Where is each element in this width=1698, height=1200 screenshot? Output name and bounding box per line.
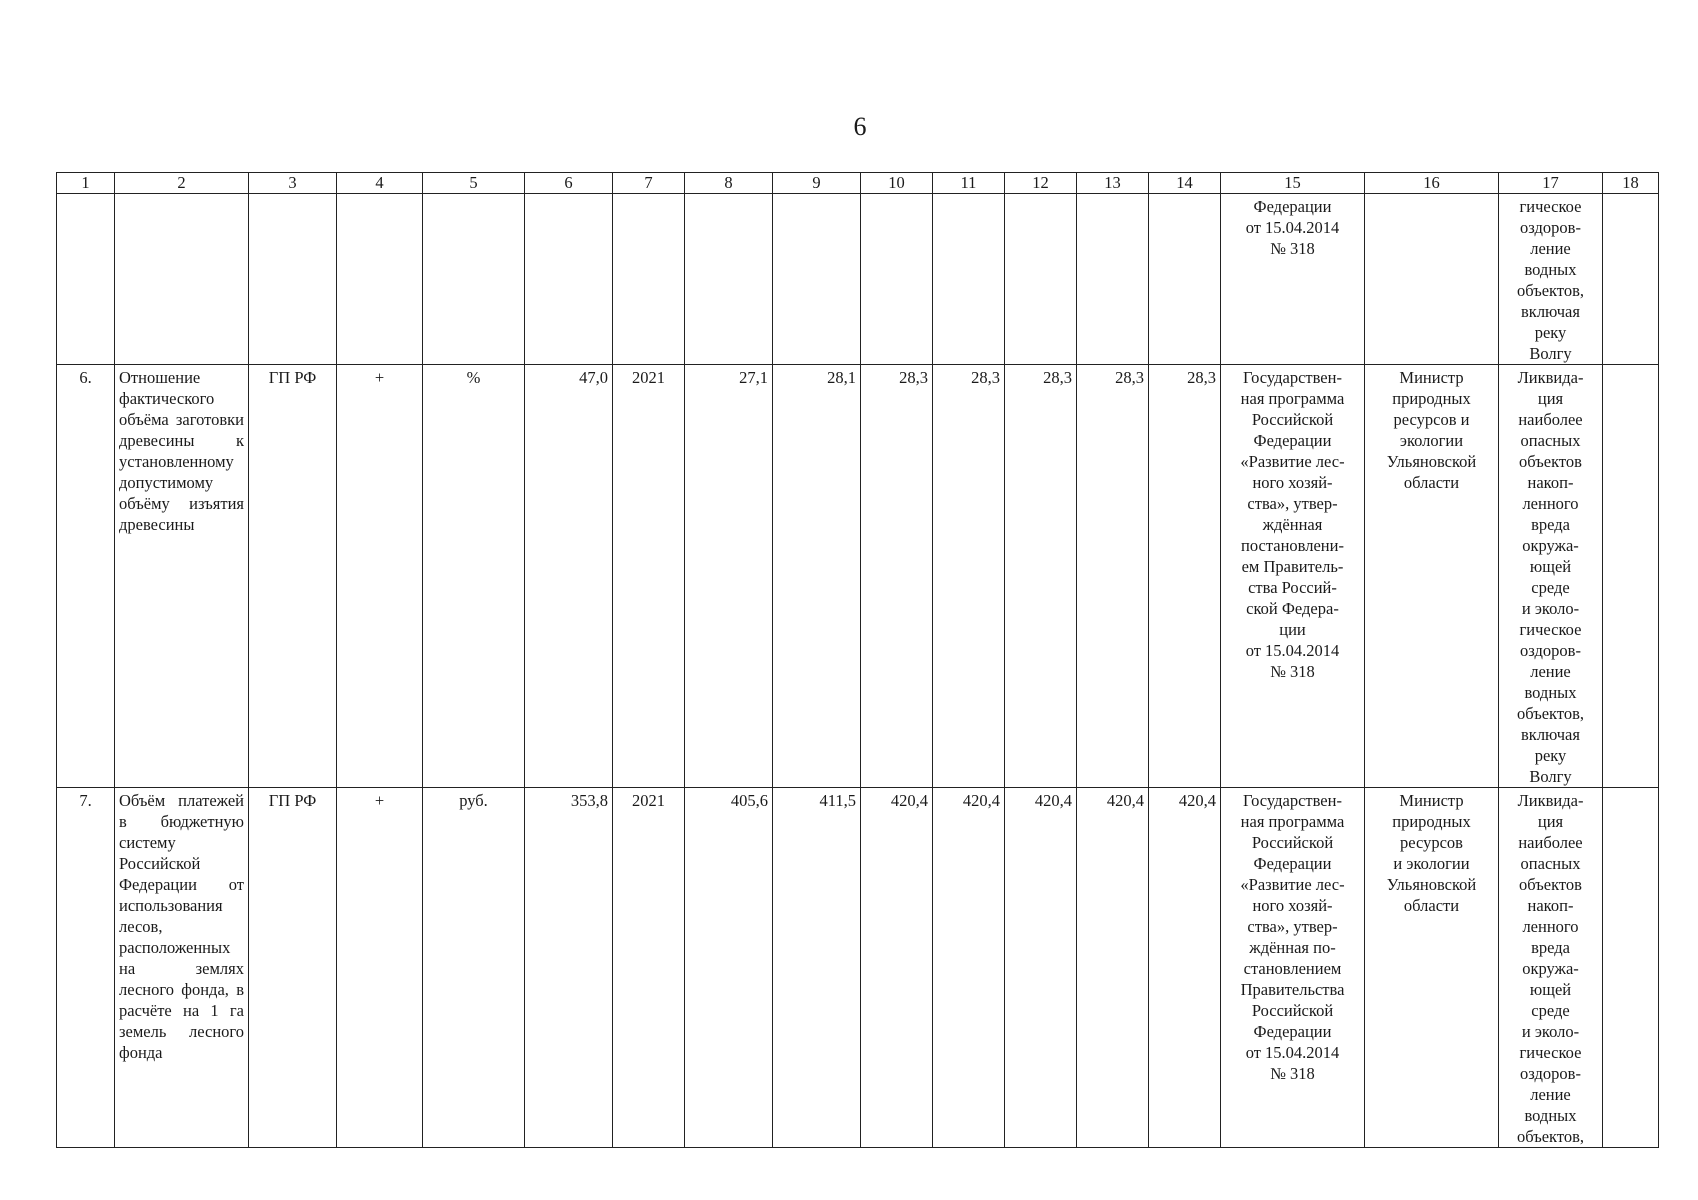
value-cell: 405,6 bbox=[685, 788, 773, 1148]
cell bbox=[1603, 194, 1659, 365]
responsible-cell: Министр природных ресурсов и экологии Ульяновской области bbox=[1365, 788, 1499, 1148]
cell bbox=[525, 194, 613, 365]
column-header: 10 bbox=[861, 173, 933, 194]
unit: руб. bbox=[423, 788, 525, 1148]
indicator-type: ГП РФ bbox=[249, 365, 337, 788]
value-cell: 28,3 bbox=[1005, 365, 1077, 788]
cell bbox=[861, 194, 933, 365]
column-header: 1 bbox=[57, 173, 115, 194]
value-cell: 420,4 bbox=[861, 788, 933, 1148]
table-row bbox=[57, 365, 1659, 788]
value-cell: 28,1 bbox=[773, 365, 861, 788]
project-cell: Ликвида- ция наиболее опасных объектов накоп- ленного вреда окружа- ющей среде и эколо- гическое оздоров- ление водных объектов, bbox=[1499, 788, 1603, 1148]
indicator-sign: + bbox=[337, 788, 423, 1148]
column-header: 3 bbox=[249, 173, 337, 194]
cell bbox=[1603, 365, 1659, 788]
cell bbox=[337, 194, 423, 365]
continuation-row bbox=[57, 194, 1659, 365]
cell bbox=[613, 194, 685, 365]
project-cell: Ликвида- ция наиболее опасных объектов накоп- ленного вреда окружа- ющей среде и эколо- гическое оздоров- ление водных объектов, включая реку Волгу bbox=[1499, 365, 1603, 788]
cell bbox=[249, 194, 337, 365]
value-cell: 420,4 bbox=[1005, 788, 1077, 1148]
column-header: 17 bbox=[1499, 173, 1603, 194]
column-header: 14 bbox=[1149, 173, 1221, 194]
cell bbox=[1365, 194, 1499, 365]
cell bbox=[773, 194, 861, 365]
indicator-sign: + bbox=[337, 365, 423, 788]
column-header: 13 bbox=[1077, 173, 1149, 194]
column-header: 11 bbox=[933, 173, 1005, 194]
indicators-table bbox=[56, 172, 1659, 1148]
column-number-row bbox=[57, 173, 1659, 194]
value-cell: 28,3 bbox=[1149, 365, 1221, 788]
cell bbox=[685, 194, 773, 365]
column-header: 5 bbox=[423, 173, 525, 194]
unit: % bbox=[423, 365, 525, 788]
column-header: 2 bbox=[115, 173, 249, 194]
value-cell: 420,4 bbox=[1077, 788, 1149, 1148]
value-cell: 420,4 bbox=[1149, 788, 1221, 1148]
column-header: 16 bbox=[1365, 173, 1499, 194]
project-cell: гическое оздоров- ление водных объектов, включая реку Волгу bbox=[1499, 194, 1603, 365]
cell bbox=[423, 194, 525, 365]
base-value: 47,0 bbox=[525, 365, 613, 788]
value-cell: 28,3 bbox=[861, 365, 933, 788]
column-header: 9 bbox=[773, 173, 861, 194]
value-cell: 28,3 bbox=[1077, 365, 1149, 788]
column-header: 7 bbox=[613, 173, 685, 194]
cell bbox=[115, 194, 249, 365]
legal-basis-cell: Государствен- ная программа Российской Федерации «Развитие лес- ного хозяй- ства», утвер- ждённая постановлени- ем Правитель- ства Россий- ской Федера- ции от 15.04.2014 № 318 bbox=[1221, 365, 1365, 788]
value-cell: 420,4 bbox=[933, 788, 1005, 1148]
column-header: 12 bbox=[1005, 173, 1077, 194]
cell bbox=[57, 194, 115, 365]
column-header: 4 bbox=[337, 173, 423, 194]
base-year: 2021 bbox=[613, 365, 685, 788]
legal-basis-cell: Государствен- ная программа Российской Федерации «Развитие лес- ного хозяй- ства», утвер- ждённая по- становлением Правительства Российской Федерации от 15.04.2014 № 318 bbox=[1221, 788, 1365, 1148]
value-cell: 28,3 bbox=[933, 365, 1005, 788]
column-header: 18 bbox=[1603, 173, 1659, 194]
value-cell: 411,5 bbox=[773, 788, 861, 1148]
indicator-name: Отношение фактического объёма заготовки древесины к установленному допустимому объёму изъятия древесины bbox=[115, 365, 249, 788]
responsible-cell: Министр природных ресурсов и экологии Ульяновской области bbox=[1365, 365, 1499, 788]
column-header: 8 bbox=[685, 173, 773, 194]
cell bbox=[1005, 194, 1077, 365]
cell bbox=[933, 194, 1005, 365]
column-header: 15 bbox=[1221, 173, 1365, 194]
cell bbox=[1077, 194, 1149, 365]
cell bbox=[1603, 788, 1659, 1148]
base-year: 2021 bbox=[613, 788, 685, 1148]
table-row bbox=[57, 788, 1659, 1148]
value-cell: 27,1 bbox=[685, 365, 773, 788]
cell bbox=[1149, 194, 1221, 365]
page-number: 6 bbox=[853, 112, 867, 141]
column-header: 6 bbox=[525, 173, 613, 194]
row-number: 7. bbox=[57, 788, 115, 1148]
legal-basis-cell: Федерации от 15.04.2014 № 318 bbox=[1221, 194, 1365, 365]
indicator-type: ГП РФ bbox=[249, 788, 337, 1148]
row-number: 6. bbox=[57, 365, 115, 788]
base-value: 353,8 bbox=[525, 788, 613, 1148]
indicator-name: Объём платежей в бюджетную систему Российской Федерации от использования лесов, расположенных на землях лесного фонда, в расчёте на 1 га земель лесного фонда bbox=[115, 788, 249, 1148]
